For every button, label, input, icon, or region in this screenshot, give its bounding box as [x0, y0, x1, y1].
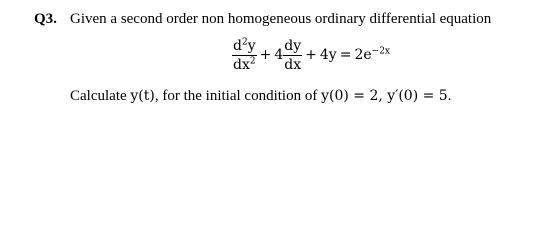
instruction-line: Calculate y(t), for the initial condition of y(0) = 2, y′(0) = 5. [70, 88, 452, 104]
linear-term: 4y [319, 47, 337, 63]
differential-equation [232, 33, 390, 77]
equals-sign: = [339, 47, 352, 63]
right-hand-side: $2e^{-2x}$ [354, 46, 390, 63]
fraction-denominator: $dx^2$ [233, 55, 256, 73]
plus-operator: + [305, 47, 317, 63]
plus-operator: + [259, 47, 272, 63]
fraction-numerator: dy [284, 37, 302, 54]
coefficient: 4 [274, 47, 284, 63]
fraction-denominator: dx [284, 56, 302, 73]
first-derivative-fraction [283, 39, 302, 72]
question-intro: Given a second order non homogeneous ordinary differential equation [70, 11, 492, 27]
question-number: Q3. [34, 11, 57, 27]
second-derivative-fraction [232, 36, 257, 73]
function-symbol: y(t) [130, 88, 155, 104]
initial-conditions: y(0) = 2, y′(0) = 5 [321, 88, 448, 104]
fraction-numerator: $d^2y$ [233, 36, 256, 54]
